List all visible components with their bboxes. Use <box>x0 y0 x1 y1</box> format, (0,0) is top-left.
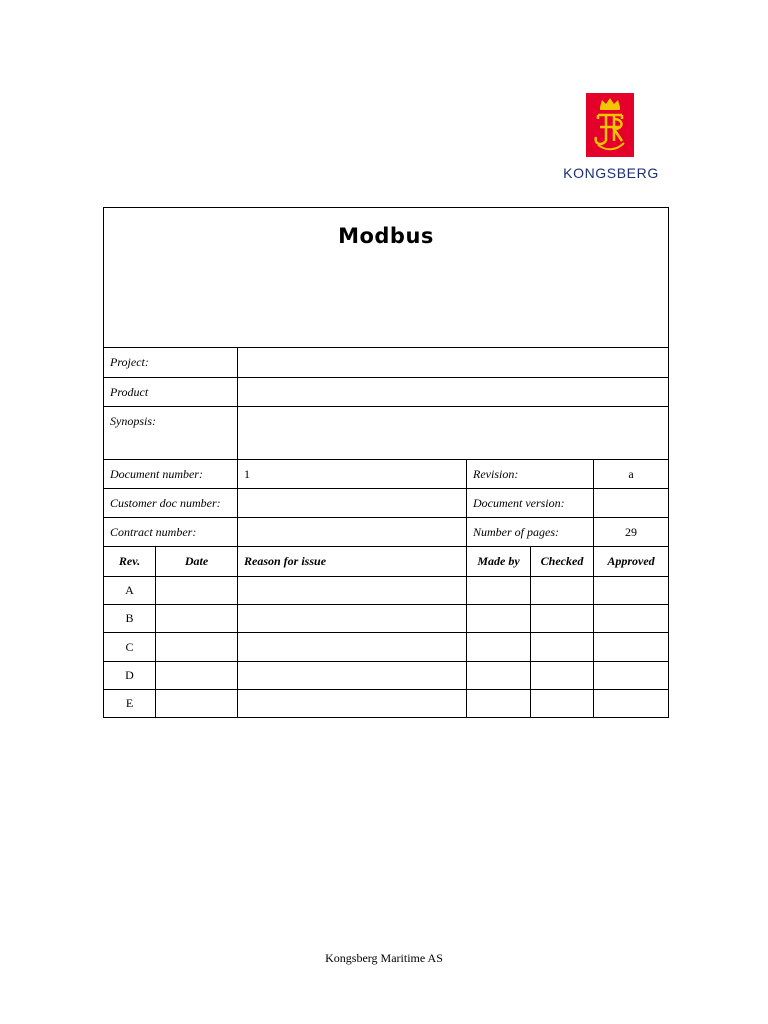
revision-label: Revision: <box>467 460 594 489</box>
number-of-pages-value: 29 <box>594 518 669 547</box>
rev-cell: E <box>104 690 156 718</box>
date-cell <box>156 605 238 633</box>
title-cell <box>104 208 669 348</box>
made-by-cell <box>467 605 531 633</box>
customer-doc-number-label: Customer doc number: <box>104 489 238 518</box>
rev-cell: C <box>104 633 156 662</box>
reason-cell <box>238 662 467 690</box>
revision-header-row <box>104 547 669 577</box>
kongsberg-logo <box>559 92 663 184</box>
made-by-cell <box>467 633 531 662</box>
date-cell <box>156 633 238 662</box>
revision-row <box>104 633 669 662</box>
revision-row <box>104 577 669 605</box>
document-number-value: 1 <box>238 460 467 489</box>
footer-company: Kongsberg Maritime AS <box>325 951 443 965</box>
document-number-label: Document number: <box>104 460 238 489</box>
customer-doc-number-value <box>238 489 467 518</box>
made-by-cell <box>467 662 531 690</box>
checked-cell <box>531 577 594 605</box>
checked-cell <box>531 662 594 690</box>
header-approved: Approved <box>594 547 669 577</box>
synopsis-label: Synopsis: <box>104 407 238 460</box>
reason-cell <box>238 690 467 718</box>
number-of-pages-label: Number of pages: <box>467 518 594 547</box>
document-info-table <box>103 207 669 718</box>
reason-cell <box>238 577 467 605</box>
logo-wordmark: KONGSBERG <box>563 165 659 181</box>
checked-cell <box>531 605 594 633</box>
rev-cell: B <box>104 605 156 633</box>
header-reason-for-issue: Reason for issue <box>238 547 467 577</box>
checked-cell <box>531 690 594 718</box>
approved-cell <box>594 577 669 605</box>
project-value <box>238 348 669 378</box>
revision-row <box>104 690 669 718</box>
made-by-cell <box>467 577 531 605</box>
made-by-cell <box>467 690 531 718</box>
contract-number-value <box>238 518 467 547</box>
approved-cell <box>594 633 669 662</box>
date-cell <box>156 662 238 690</box>
revision-row <box>104 605 669 633</box>
approved-cell <box>594 662 669 690</box>
product-value <box>238 378 669 407</box>
project-label: Project: <box>104 348 238 378</box>
header-made-by: Made by <box>467 547 531 577</box>
checked-cell <box>531 633 594 662</box>
reason-cell <box>238 605 467 633</box>
kongsberg-crown-icon <box>586 93 634 157</box>
document-title: Modbus <box>338 224 434 248</box>
rev-cell: D <box>104 662 156 690</box>
product-label: Product <box>104 378 238 407</box>
rev-cell: A <box>104 577 156 605</box>
approved-cell <box>594 690 669 718</box>
header-rev: Rev. <box>104 547 156 577</box>
document-version-value <box>594 489 669 518</box>
header-checked: Checked <box>531 547 594 577</box>
revision-value: a <box>594 460 669 489</box>
header-date: Date <box>156 547 238 577</box>
revision-row <box>104 662 669 690</box>
contract-number-label: Contract number: <box>104 518 238 547</box>
reason-cell <box>238 633 467 662</box>
approved-cell <box>594 605 669 633</box>
date-cell <box>156 577 238 605</box>
document-version-label: Document version: <box>467 489 594 518</box>
synopsis-value <box>238 407 669 460</box>
date-cell <box>156 690 238 718</box>
